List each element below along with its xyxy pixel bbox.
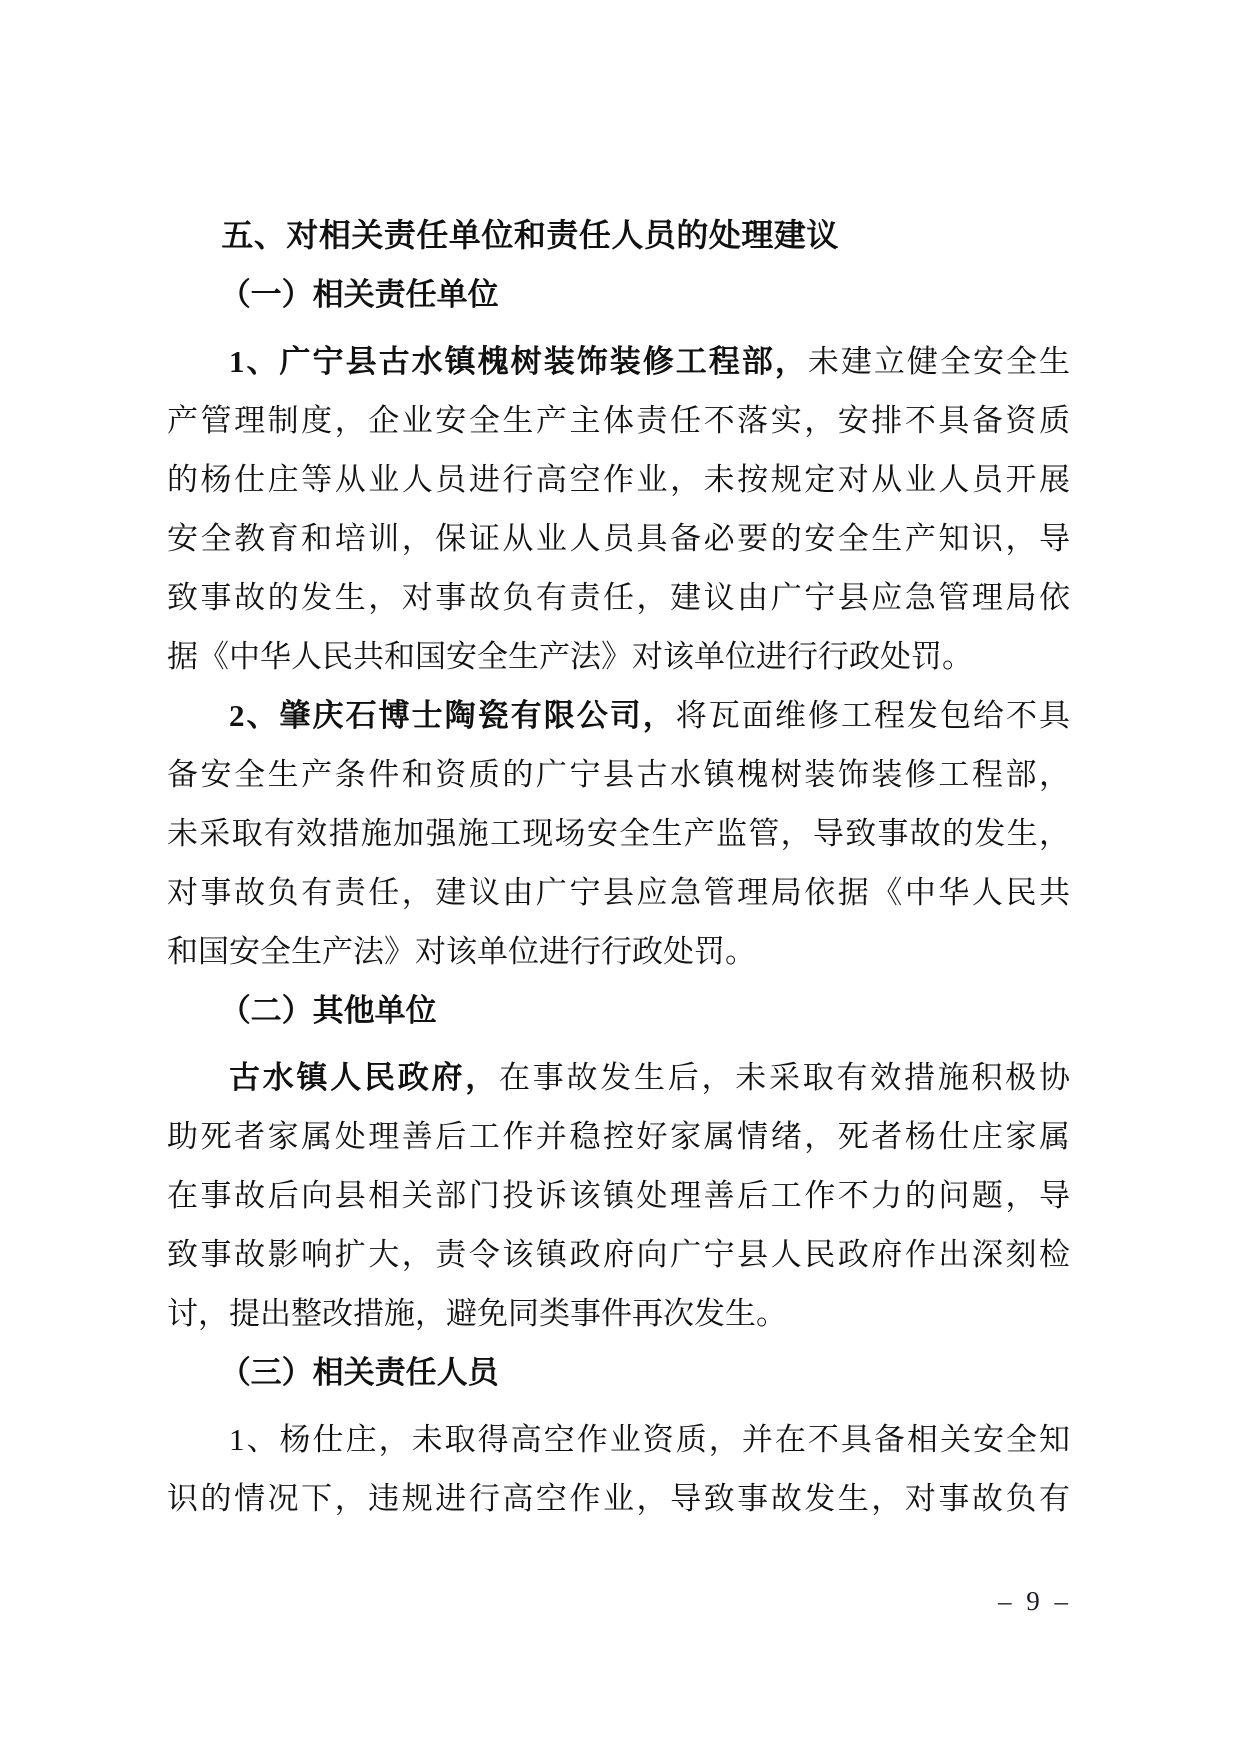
body-text: 未采取有效措施加强施工现场安全生产监管，导致事故的发生， xyxy=(167,816,1070,851)
subsection-heading: （二）其他单位 xyxy=(219,993,437,1028)
paragraph-line xyxy=(167,391,1070,450)
body-text: 对事故负有责任，建议由广宁县应急管理局依据《中华人民共 xyxy=(167,875,1070,910)
body-text: 备安全生产条件和资质的广宁县古水镇槐树装饰装修工程部， xyxy=(167,757,1070,792)
body-text: 据《中华人民共和国安全生产法》对该单位进行行政处罚。 xyxy=(167,639,973,674)
body-text: 致事故影响扩大，责令该镇政府向广宁县人民政府作出深刻检 xyxy=(167,1237,1070,1272)
paragraph-line xyxy=(167,804,1070,863)
body-text: 致事故的发生，对事故负有责任，建议由广宁县应急管理局依 xyxy=(167,580,1070,615)
body-text: 将瓦面维修工程发包给不具 xyxy=(675,698,1070,733)
paragraph-line xyxy=(167,1469,1070,1528)
page-number: – 9 – xyxy=(998,1586,1072,1616)
body-text: 和国安全生产法》对该单位进行行政处罚。 xyxy=(167,934,756,969)
body-text: 在事故发生后，未采取有效措施积极协 xyxy=(499,1060,1070,1095)
emphasis-text: 1、广宁县古水镇槐树装饰装修工程部， xyxy=(229,344,808,379)
paragraph xyxy=(167,1048,1070,1343)
body-text: 识的情况下，违规进行高空作业，导致事故发生，对事故负有 xyxy=(167,1481,1070,1516)
paragraph xyxy=(167,1410,1070,1528)
body-text: 的杨仕庄等从业人员进行高空作业，未按规定对从业人员开展 xyxy=(167,462,1070,497)
paragraph-line xyxy=(167,686,1070,745)
emphasis-text: 2、肇庆石博士陶瓷有限公司， xyxy=(229,698,676,733)
paragraph-line xyxy=(167,1166,1070,1225)
body-text: 1、杨仕庄，未取得高空作业资质，并在不具备相关安全知 xyxy=(229,1422,1070,1457)
paragraph-line xyxy=(167,450,1070,509)
body-text: 未建立健全安全生 xyxy=(807,344,1070,379)
paragraph-line xyxy=(167,1225,1070,1284)
body-text: 产管理制度，企业安全生产主体责任不落实，安排不具备资质 xyxy=(167,403,1070,438)
paragraph-line xyxy=(167,627,1070,686)
body-text: 安全教育和培训，保证从业人员具备必要的安全生产知识，导 xyxy=(167,521,1070,556)
paragraph-line xyxy=(167,568,1070,627)
body-text: 在事故后向县相关部门投诉该镇处理善后工作不力的问题，导 xyxy=(167,1178,1070,1213)
paragraph-line xyxy=(167,745,1070,804)
emphasis-text: 古水镇人民政府， xyxy=(229,1060,499,1095)
paragraph-line xyxy=(167,332,1070,391)
subsection-heading: （一）相关责任单位 xyxy=(219,277,499,312)
paragraph-line xyxy=(167,1410,1070,1469)
body-text: 助死者家属处理善后工作并稳控好家属情绪，死者杨仕庄家属 xyxy=(167,1119,1070,1154)
body-text: 讨，提出整改措施，避免同类事件再次发生。 xyxy=(167,1296,787,1331)
document-body xyxy=(167,206,1070,1528)
paragraph xyxy=(167,686,1070,981)
paragraph-line xyxy=(167,1048,1070,1107)
paragraph-line xyxy=(167,509,1070,568)
paragraph-line xyxy=(167,1107,1070,1166)
paragraph-line xyxy=(167,863,1070,922)
paragraph-line xyxy=(167,922,1070,981)
section-heading: 五、对相关责任单位和责任人员的处理建议 xyxy=(221,217,839,253)
subsection-heading: （三）相关责任人员 xyxy=(219,1355,499,1390)
paragraph xyxy=(167,332,1070,686)
paragraph-line xyxy=(167,1284,1070,1343)
